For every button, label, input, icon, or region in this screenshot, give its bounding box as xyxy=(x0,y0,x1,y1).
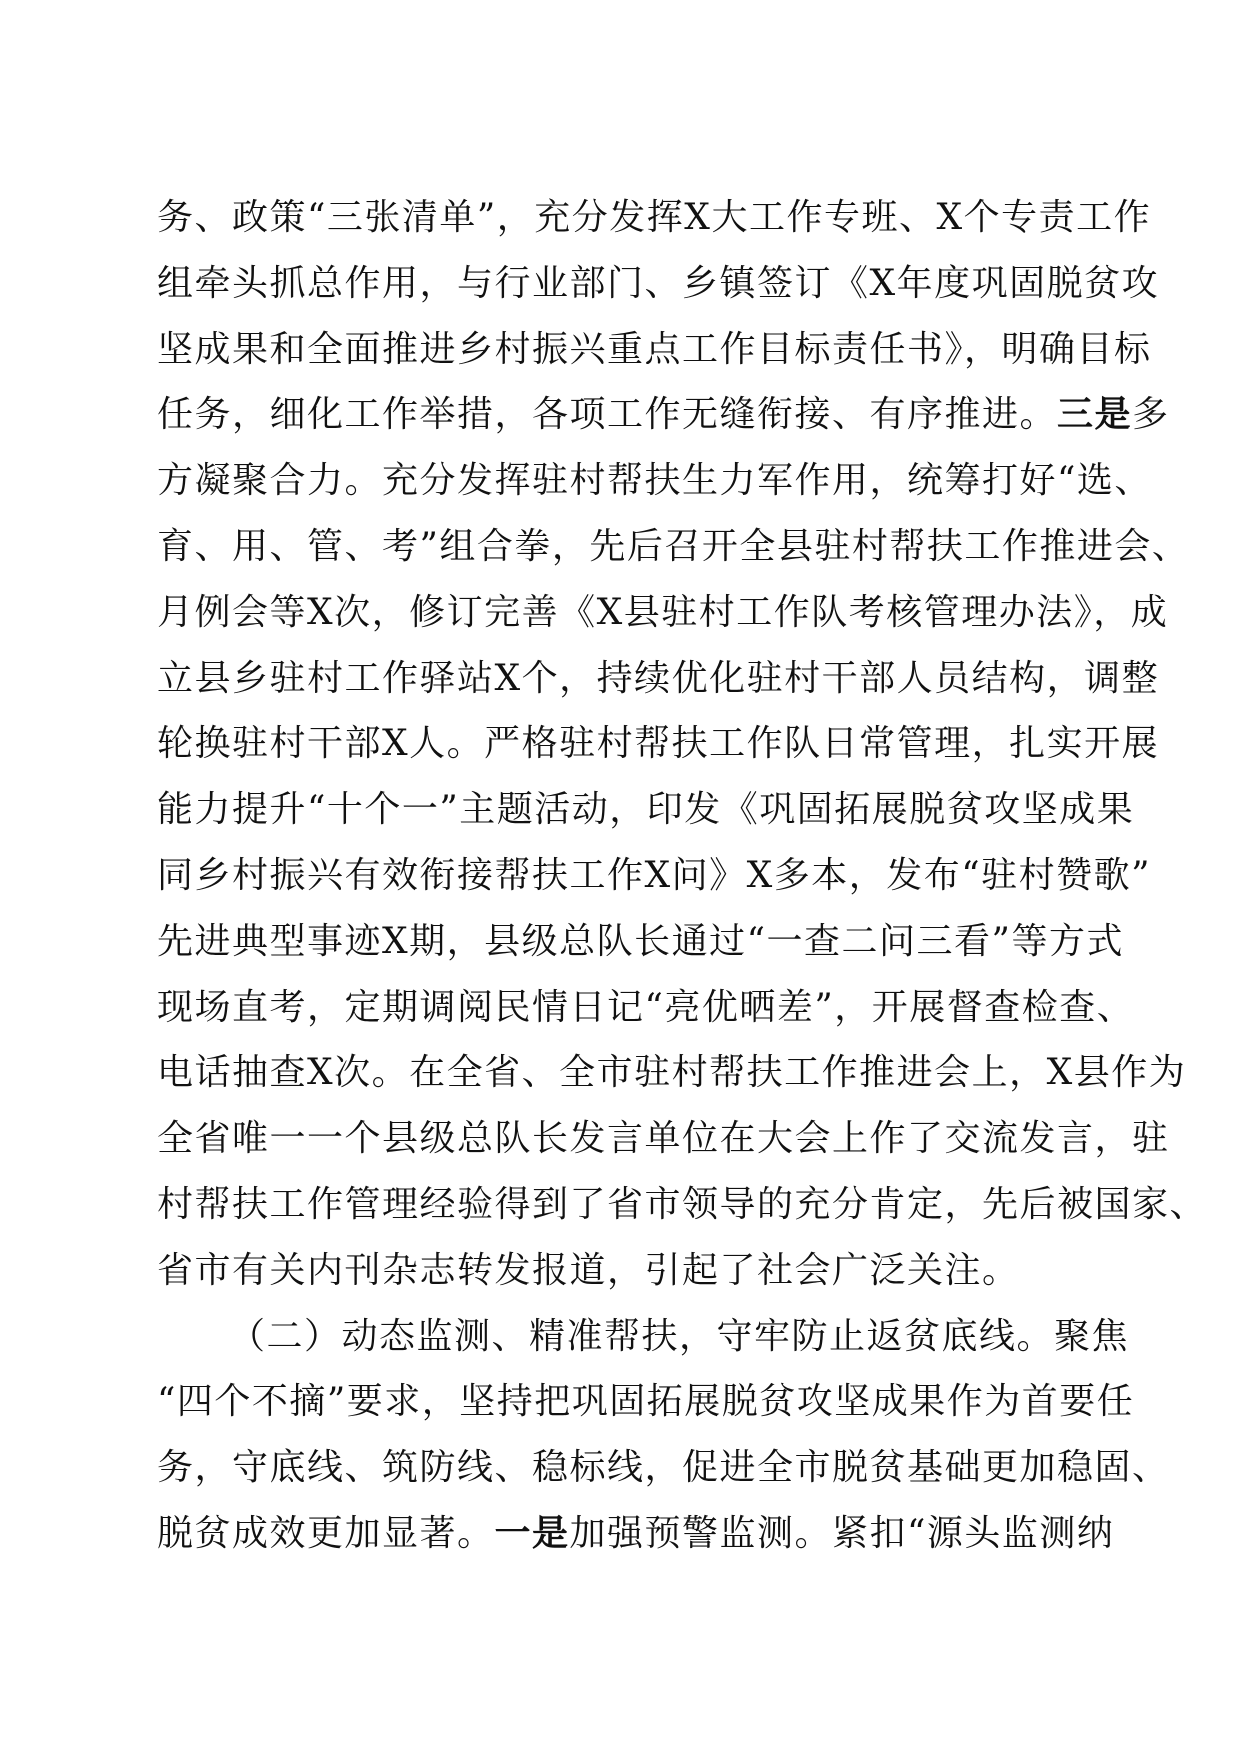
text-line: “四个不摘”要求，坚持把巩固拓展脱贫攻坚成果作为首要任 xyxy=(157,1381,1135,1423)
text-line: 月例会等X次，修订完善《X县驻村工作队考核管理办法》，成 xyxy=(157,591,1169,633)
text-line: 立县乡驻村工作驿站X个，持续优化驻村干部人员结构，调整 xyxy=(157,657,1160,699)
text-line: 方凝聚合力。充分发挥驻村帮扶生力军作用，统筹打好“选、 xyxy=(157,460,1152,502)
emphasis-text: 三是 xyxy=(1057,394,1133,436)
text-line: 省市有关内刊杂志转发报道，引起了社会广泛关注。 xyxy=(157,1249,1020,1291)
text-line: 能力提升“十个一”主题活动，印发《巩固拓展脱贫攻坚成果 xyxy=(157,789,1135,831)
text-line: 先进典型事迹X期，县级总队长通过“一查二问三看”等方式 xyxy=(157,920,1124,962)
text-span: 多 xyxy=(1132,394,1170,436)
text-line: 同乡村振兴有效衔接帮扶工作X问》X多本，发布“驻村赞歌” xyxy=(157,854,1152,896)
section-heading-line: （二）动态监测、精准帮扶，守牢防止返贫底线。聚焦 xyxy=(229,1315,1130,1357)
text-line xyxy=(157,1501,1115,1567)
text-line: 坚成果和全面推进乡村振兴重点工作目标责任书》，明确目标 xyxy=(157,328,1152,370)
document-body xyxy=(157,185,1208,1567)
text-span: 任务，细化工作举措，各项工作无缝衔接、有序推进。 xyxy=(157,394,1058,436)
text-line: 务、政策“三张清单”，充分发挥X大工作专班、X个专责工作 xyxy=(157,197,1152,238)
text-line: 务，守底线、筑防线、稳标线，促进全市脱贫基础更加稳固、 xyxy=(157,1447,1170,1489)
text-line: 现场直考，定期调阅民情日记“亮优晒差”，开展督查检查、 xyxy=(157,986,1135,1028)
emphasis-text: 一是 xyxy=(494,1512,570,1554)
text-line: 组牵头抓总作用，与行业部门、乡镇签订《X年度巩固脱贫攻 xyxy=(157,262,1160,304)
text-span: 加强预警监测。紧扣“源头监测纳 xyxy=(569,1512,1115,1554)
paragraph-1 xyxy=(157,185,1208,1304)
text-line: 村帮扶工作管理经验得到了省市领导的充分肯定，先后被国家、 xyxy=(157,1183,1208,1225)
text-line: 育、用、管、考”组合拳，先后召开全县驻村帮扶工作推进会、 xyxy=(157,525,1190,567)
text-line: 轮换驻村干部X人。严格驻村帮扶工作队日常管理，扎实开展 xyxy=(157,723,1160,765)
text-line: 电话抽查X次。在全省、全市驻村帮扶工作推进会上，X县作为 xyxy=(157,1052,1187,1094)
text-span: 脱贫成效更加显著。 xyxy=(157,1512,495,1554)
paragraph-2 xyxy=(157,1304,1170,1567)
text-line: 全省唯一一个县级总队长发言单位在大会上作了交流发言，驻 xyxy=(157,1118,1170,1160)
text-line xyxy=(157,382,1170,448)
